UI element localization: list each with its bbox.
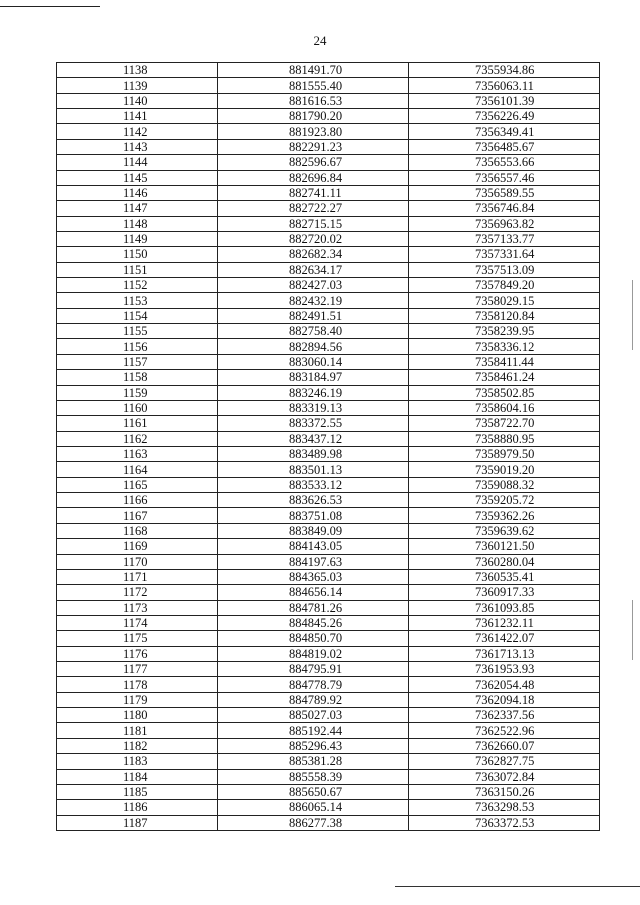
table-row [57,508,600,523]
point-number-cell: 1181 [57,723,218,738]
table-row [57,63,600,78]
x-coordinate-cell: 883372.55 [218,416,409,431]
table-row [57,109,600,124]
point-number-cell: 1142 [57,124,218,139]
point-number-cell: 1161 [57,416,218,431]
point-number-cell: 1144 [57,155,218,170]
x-coordinate-cell: 883751.08 [218,508,409,523]
table-row [57,784,600,799]
y-coordinate-cell: 7359639.62 [409,523,600,538]
x-coordinate-cell: 884845.26 [218,615,409,630]
top-rule [0,6,100,7]
y-coordinate-cell: 7356063.11 [409,78,600,93]
x-coordinate-cell: 884850.70 [218,631,409,646]
y-coordinate-cell: 7356349.41 [409,124,600,139]
table-row [57,247,600,262]
table-row [57,431,600,446]
table-row [57,155,600,170]
point-number-cell: 1140 [57,93,218,108]
point-number-cell: 1167 [57,508,218,523]
table-row [57,339,600,354]
point-number-cell: 1139 [57,78,218,93]
x-coordinate-cell: 881923.80 [218,124,409,139]
table-body [57,63,600,831]
x-coordinate-cell: 881491.70 [218,63,409,78]
table-row [57,539,600,554]
x-coordinate-cell: 882720.02 [218,231,409,246]
point-number-cell: 1169 [57,539,218,554]
point-number-cell: 1177 [57,662,218,677]
y-coordinate-cell: 7362827.75 [409,754,600,769]
y-coordinate-cell: 7359019.20 [409,462,600,477]
x-coordinate-cell: 883533.12 [218,477,409,492]
table-row [57,278,600,293]
y-coordinate-cell: 7361232.11 [409,615,600,630]
x-coordinate-cell: 885192.44 [218,723,409,738]
table-row [57,646,600,661]
y-coordinate-cell: 7363372.53 [409,815,600,830]
table-row [57,308,600,323]
point-number-cell: 1160 [57,400,218,415]
table-row [57,615,600,630]
point-number-cell: 1183 [57,754,218,769]
point-number-cell: 1146 [57,185,218,200]
x-coordinate-cell: 885027.03 [218,708,409,723]
point-number-cell: 1158 [57,370,218,385]
table-row [57,446,600,461]
table-row [57,78,600,93]
table-row [57,754,600,769]
table-row [57,400,600,415]
table-row [57,738,600,753]
point-number-cell: 1186 [57,800,218,815]
point-number-cell: 1172 [57,585,218,600]
x-coordinate-cell: 883626.53 [218,493,409,508]
point-number-cell: 1152 [57,278,218,293]
x-coordinate-cell: 882715.15 [218,216,409,231]
table-row [57,708,600,723]
table-row [57,569,600,584]
table-row [57,385,600,400]
point-number-cell: 1159 [57,385,218,400]
x-coordinate-cell: 884197.63 [218,554,409,569]
point-number-cell: 1162 [57,431,218,446]
table-row [57,324,600,339]
table-row [57,554,600,569]
x-coordinate-cell: 882682.34 [218,247,409,262]
point-number-cell: 1147 [57,201,218,216]
x-coordinate-cell: 882634.17 [218,262,409,277]
margin-mark [632,280,633,350]
point-number-cell: 1145 [57,170,218,185]
table-row [57,692,600,707]
point-number-cell: 1164 [57,462,218,477]
y-coordinate-cell: 7358120.84 [409,308,600,323]
point-number-cell: 1174 [57,615,218,630]
x-coordinate-cell: 883319.13 [218,400,409,415]
x-coordinate-cell: 883246.19 [218,385,409,400]
x-coordinate-cell: 884778.79 [218,677,409,692]
y-coordinate-cell: 7362054.48 [409,677,600,692]
coordinates-table [56,62,600,831]
table-row [57,600,600,615]
table-row [57,462,600,477]
x-coordinate-cell: 883501.13 [218,462,409,477]
y-coordinate-cell: 7361953.93 [409,662,600,677]
x-coordinate-cell: 882291.23 [218,139,409,154]
y-coordinate-cell: 7358029.15 [409,293,600,308]
y-coordinate-cell: 7357849.20 [409,278,600,293]
x-coordinate-cell: 884656.14 [218,585,409,600]
y-coordinate-cell: 7358336.12 [409,339,600,354]
x-coordinate-cell: 883489.98 [218,446,409,461]
y-coordinate-cell: 7356485.67 [409,139,600,154]
y-coordinate-cell: 7356226.49 [409,109,600,124]
point-number-cell: 1154 [57,308,218,323]
point-number-cell: 1141 [57,109,218,124]
table-row [57,631,600,646]
y-coordinate-cell: 7358604.16 [409,400,600,415]
y-coordinate-cell: 7359205.72 [409,493,600,508]
y-coordinate-cell: 7362337.56 [409,708,600,723]
y-coordinate-cell: 7357331.64 [409,247,600,262]
x-coordinate-cell: 884365.03 [218,569,409,584]
table-row [57,723,600,738]
y-coordinate-cell: 7361093.85 [409,600,600,615]
table-row [57,124,600,139]
x-coordinate-cell: 885381.28 [218,754,409,769]
x-coordinate-cell: 885650.67 [218,784,409,799]
y-coordinate-cell: 7358502.85 [409,385,600,400]
point-number-cell: 1163 [57,446,218,461]
x-coordinate-cell: 882427.03 [218,278,409,293]
y-coordinate-cell: 7360280.04 [409,554,600,569]
y-coordinate-cell: 7356557.46 [409,170,600,185]
x-coordinate-cell: 882596.67 [218,155,409,170]
table-row [57,416,600,431]
point-number-cell: 1148 [57,216,218,231]
y-coordinate-cell: 7362094.18 [409,692,600,707]
y-coordinate-cell: 7363298.53 [409,800,600,815]
x-coordinate-cell: 883060.14 [218,354,409,369]
y-coordinate-cell: 7356746.84 [409,201,600,216]
y-coordinate-cell: 7358979.50 [409,446,600,461]
table-row [57,231,600,246]
table-row [57,677,600,692]
bottom-rule [395,886,640,887]
y-coordinate-cell: 7359088.32 [409,477,600,492]
point-number-cell: 1153 [57,293,218,308]
x-coordinate-cell: 886065.14 [218,800,409,815]
y-coordinate-cell: 7356553.66 [409,155,600,170]
y-coordinate-cell: 7361422.07 [409,631,600,646]
y-coordinate-cell: 7362660.07 [409,738,600,753]
table-row [57,769,600,784]
table-row [57,523,600,538]
point-number-cell: 1168 [57,523,218,538]
table-row [57,815,600,830]
y-coordinate-cell: 7357133.77 [409,231,600,246]
point-number-cell: 1156 [57,339,218,354]
point-number-cell: 1143 [57,139,218,154]
x-coordinate-cell: 883184.97 [218,370,409,385]
x-coordinate-cell: 882696.84 [218,170,409,185]
y-coordinate-cell: 7356963.82 [409,216,600,231]
page-number: 24 [313,33,327,48]
y-coordinate-cell: 7356101.39 [409,93,600,108]
table-row [57,170,600,185]
x-coordinate-cell: 884789.92 [218,692,409,707]
y-coordinate-cell: 7355934.86 [409,63,600,78]
point-number-cell: 1138 [57,63,218,78]
y-coordinate-cell: 7360535.41 [409,569,600,584]
table-row [57,216,600,231]
point-number-cell: 1155 [57,324,218,339]
x-coordinate-cell: 882758.40 [218,324,409,339]
point-number-cell: 1179 [57,692,218,707]
y-coordinate-cell: 7363072.84 [409,769,600,784]
x-coordinate-cell: 884819.02 [218,646,409,661]
point-number-cell: 1149 [57,231,218,246]
point-number-cell: 1150 [57,247,218,262]
point-number-cell: 1170 [57,554,218,569]
y-coordinate-cell: 7358880.95 [409,431,600,446]
point-number-cell: 1165 [57,477,218,492]
x-coordinate-cell: 886277.38 [218,815,409,830]
y-coordinate-cell: 7359362.26 [409,508,600,523]
point-number-cell: 1182 [57,738,218,753]
y-coordinate-cell: 7358461.24 [409,370,600,385]
x-coordinate-cell: 885296.43 [218,738,409,753]
table-row [57,585,600,600]
point-number-cell: 1157 [57,354,218,369]
table-row [57,293,600,308]
x-coordinate-cell: 885558.39 [218,769,409,784]
point-number-cell: 1151 [57,262,218,277]
point-number-cell: 1166 [57,493,218,508]
y-coordinate-cell: 7358722.70 [409,416,600,431]
table-row [57,370,600,385]
point-number-cell: 1187 [57,815,218,830]
table-row [57,493,600,508]
x-coordinate-cell: 884143.05 [218,539,409,554]
margin-mark [632,600,633,660]
point-number-cell: 1173 [57,600,218,615]
table-row [57,139,600,154]
x-coordinate-cell: 881555.40 [218,78,409,93]
y-coordinate-cell: 7360917.33 [409,585,600,600]
point-number-cell: 1175 [57,631,218,646]
y-coordinate-cell: 7360121.50 [409,539,600,554]
point-number-cell: 1178 [57,677,218,692]
x-coordinate-cell: 882894.56 [218,339,409,354]
x-coordinate-cell: 882722.27 [218,201,409,216]
x-coordinate-cell: 882491.51 [218,308,409,323]
y-coordinate-cell: 7362522.96 [409,723,600,738]
x-coordinate-cell: 881790.20 [218,109,409,124]
point-number-cell: 1180 [57,708,218,723]
y-coordinate-cell: 7358239.95 [409,324,600,339]
y-coordinate-cell: 7361713.13 [409,646,600,661]
table-row [57,800,600,815]
point-number-cell: 1176 [57,646,218,661]
point-number-cell: 1185 [57,784,218,799]
table-row [57,185,600,200]
x-coordinate-cell: 884795.91 [218,662,409,677]
y-coordinate-cell: 7356589.55 [409,185,600,200]
table-row [57,662,600,677]
x-coordinate-cell: 884781.26 [218,600,409,615]
y-coordinate-cell: 7357513.09 [409,262,600,277]
table-row [57,93,600,108]
x-coordinate-cell: 882432.19 [218,293,409,308]
table-row [57,354,600,369]
x-coordinate-cell: 881616.53 [218,93,409,108]
table-row [57,477,600,492]
point-number-cell: 1171 [57,569,218,584]
y-coordinate-cell: 7363150.26 [409,784,600,799]
x-coordinate-cell: 883849.09 [218,523,409,538]
table-row [57,262,600,277]
point-number-cell: 1184 [57,769,218,784]
table-row [57,201,600,216]
x-coordinate-cell: 883437.12 [218,431,409,446]
x-coordinate-cell: 882741.11 [218,185,409,200]
y-coordinate-cell: 7358411.44 [409,354,600,369]
